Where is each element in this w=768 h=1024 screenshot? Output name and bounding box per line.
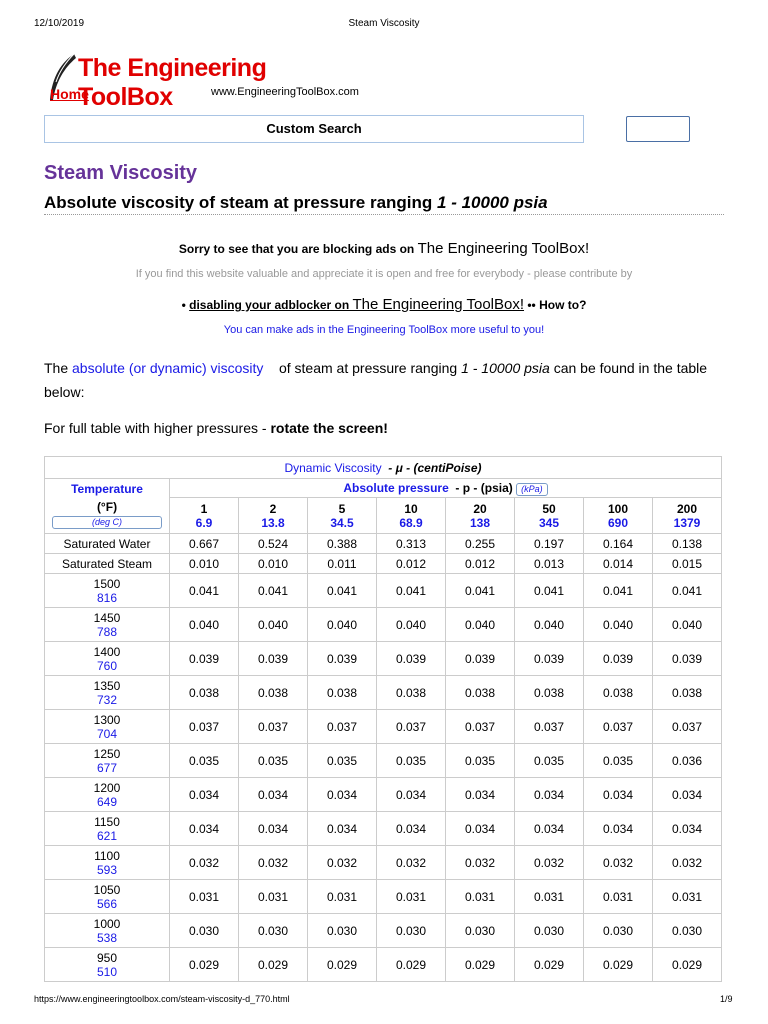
viscosity-cell: 0.667 xyxy=(170,534,239,554)
table-row xyxy=(45,744,722,778)
viscosity-cell: 0.038 xyxy=(446,676,515,710)
viscosity-cell: 0.031 xyxy=(446,880,515,914)
viscosity-cell: 0.030 xyxy=(446,914,515,948)
viscosity-cell: 0.034 xyxy=(653,778,722,812)
viscosity-cell: 0.038 xyxy=(377,676,446,710)
viscosity-cell: 0.010 xyxy=(170,554,239,574)
viscosity-cell: 0.037 xyxy=(446,710,515,744)
adblock-notice: Sorry to see that you are blocking ads on The Engineering ToolBox! xyxy=(178,240,590,257)
viscosity-cell: 0.012 xyxy=(446,554,515,574)
viscosity-cell: 0.014 xyxy=(584,554,653,574)
how-to-link[interactable]: •• How to? xyxy=(524,298,587,312)
temperature-cell: 1250 677 xyxy=(45,744,170,778)
table-row xyxy=(45,914,722,948)
viscosity-cell: 0.034 xyxy=(446,812,515,846)
viscosity-cell: 0.039 xyxy=(308,642,377,676)
viscosity-cell: 0.031 xyxy=(239,880,308,914)
viscosity-cell: 0.039 xyxy=(170,642,239,676)
viscosity-cell: 0.035 xyxy=(377,744,446,778)
viscosity-cell: 0.039 xyxy=(584,642,653,676)
viscosity-cell: 0.034 xyxy=(515,778,584,812)
table-row xyxy=(45,812,722,846)
viscosity-cell: 0.035 xyxy=(170,744,239,778)
viscosity-cell: 0.031 xyxy=(515,880,584,914)
viscosity-cell: 0.032 xyxy=(377,846,446,880)
viscosity-cell: 0.029 xyxy=(377,948,446,982)
viscosity-cell: 0.038 xyxy=(308,676,377,710)
site-logo[interactable] xyxy=(44,52,359,111)
adblock-disable-line[interactable]: • disabling your adblocker on The Engineering ToolBox! •• How to? xyxy=(181,296,587,313)
table-row xyxy=(45,574,722,608)
viscosity-cell: 0.030 xyxy=(653,914,722,948)
viscosity-cell: 0.034 xyxy=(170,778,239,812)
viscosity-cell: 0.038 xyxy=(170,676,239,710)
viscosity-cell: 0.255 xyxy=(446,534,515,554)
logo-url: www.EngineeringToolBox.com xyxy=(211,86,359,98)
kpa-toggle[interactable]: (kPa) xyxy=(516,483,548,496)
viscosity-cell: 0.037 xyxy=(308,710,377,744)
table-row xyxy=(45,778,722,812)
temperature-cell: 1450 788 xyxy=(45,608,170,642)
intro-paragraph: The absolute (or dynamic) viscosity of steam at pressure ranging 1 - 10000 psia can be found in the table below: xyxy=(44,360,708,400)
table-row xyxy=(45,846,722,880)
title-divider xyxy=(44,214,724,215)
viscosity-cell: 0.031 xyxy=(377,880,446,914)
viscosity-cell: 0.039 xyxy=(446,642,515,676)
logo-title: The Engineering ToolBox xyxy=(78,54,267,111)
temperature-cell: 1150 621 xyxy=(45,812,170,846)
temperature-cell: Saturated Water xyxy=(45,534,170,554)
pressure-column-header: 10 68.9 xyxy=(377,498,446,534)
viscosity-cell: 0.034 xyxy=(584,812,653,846)
viscosity-cell: 0.040 xyxy=(308,608,377,642)
viscosity-cell: 0.138 xyxy=(653,534,722,554)
viscosity-cell: 0.029 xyxy=(308,948,377,982)
temperature-cell: 1500 816 xyxy=(45,574,170,608)
pressure-header: Absolute pressure - p - (psia) (kPa) xyxy=(170,479,722,498)
viscosity-link[interactable]: absolute (or dynamic) viscosity xyxy=(72,360,264,376)
table-caption: Dynamic Viscosity - μ - (centiPoise) xyxy=(45,457,722,479)
viscosity-cell: 0.029 xyxy=(170,948,239,982)
temperature-cell: 1350 732 xyxy=(45,676,170,710)
viscosity-cell: 0.029 xyxy=(584,948,653,982)
viscosity-cell: 0.034 xyxy=(446,778,515,812)
temperature-cell: Saturated Steam xyxy=(45,554,170,574)
footer-page-number: 1/9 xyxy=(720,994,733,1004)
viscosity-cell: 0.032 xyxy=(584,846,653,880)
viscosity-cell: 0.030 xyxy=(377,914,446,948)
viscosity-cell: 0.032 xyxy=(170,846,239,880)
viscosity-cell: 0.041 xyxy=(446,574,515,608)
viscosity-cell: 0.164 xyxy=(584,534,653,554)
adblock-contribute-text: If you find this website valuable and appreciate it is open and free for everybody - please contribute by xyxy=(135,268,633,280)
viscosity-cell: 0.034 xyxy=(377,812,446,846)
table-row xyxy=(45,608,722,642)
table-row xyxy=(45,534,722,554)
viscosity-cell: 0.034 xyxy=(239,778,308,812)
viscosity-cell: 0.035 xyxy=(446,744,515,778)
table-row xyxy=(45,710,722,744)
viscosity-cell: 0.035 xyxy=(239,744,308,778)
viscosity-cell: 0.040 xyxy=(377,608,446,642)
print-date: 12/10/2019 xyxy=(34,18,85,29)
viscosity-cell: 0.041 xyxy=(377,574,446,608)
pressure-column-header: 20 138 xyxy=(446,498,515,534)
viscosity-cell: 0.040 xyxy=(446,608,515,642)
viscosity-cell: 0.012 xyxy=(377,554,446,574)
viscosity-cell: 0.313 xyxy=(377,534,446,554)
viscosity-cell: 0.035 xyxy=(584,744,653,778)
viscosity-cell: 0.041 xyxy=(515,574,584,608)
temperature-cell: 1300 704 xyxy=(45,710,170,744)
search-button[interactable] xyxy=(626,116,690,142)
viscosity-cell: 0.038 xyxy=(515,676,584,710)
viscosity-cell: 0.034 xyxy=(308,778,377,812)
viscosity-cell: 0.032 xyxy=(239,846,308,880)
viscosity-cell: 0.034 xyxy=(653,812,722,846)
viscosity-cell: 0.040 xyxy=(653,608,722,642)
viscosity-cell: 0.037 xyxy=(653,710,722,744)
viscosity-cell: 0.038 xyxy=(239,676,308,710)
viscosity-cell: 0.013 xyxy=(515,554,584,574)
viscosity-cell: 0.030 xyxy=(584,914,653,948)
viscosity-cell: 0.029 xyxy=(515,948,584,982)
viscosity-cell: 0.036 xyxy=(653,744,722,778)
viscosity-cell: 0.030 xyxy=(170,914,239,948)
viscosity-cell: 0.030 xyxy=(515,914,584,948)
viscosity-cell: 0.524 xyxy=(239,534,308,554)
viscosity-cell: 0.034 xyxy=(308,812,377,846)
viscosity-cell: 0.034 xyxy=(170,812,239,846)
viscosity-cell: 0.388 xyxy=(308,534,377,554)
viscosity-cell: 0.197 xyxy=(515,534,584,554)
viscosity-cell: 0.041 xyxy=(170,574,239,608)
footer-url: https://www.engineeringtoolbox.com/steam-viscosity-d_770.html xyxy=(34,994,290,1004)
viscosity-cell: 0.035 xyxy=(515,744,584,778)
viscosity-cell: 0.010 xyxy=(239,554,308,574)
pressure-column-header: 200 1379 xyxy=(653,498,722,534)
viscosity-cell: 0.031 xyxy=(584,880,653,914)
viscosity-cell: 0.029 xyxy=(653,948,722,982)
viscosity-cell: 0.015 xyxy=(653,554,722,574)
pressure-column-header: 2 13.8 xyxy=(239,498,308,534)
pressure-column-header: 5 34.5 xyxy=(308,498,377,534)
table-row xyxy=(45,676,722,710)
temperature-cell: 1400 760 xyxy=(45,642,170,676)
viscosity-cell: 0.037 xyxy=(239,710,308,744)
table-row xyxy=(45,948,722,982)
temperature-cell: 1050 566 xyxy=(45,880,170,914)
viscosity-cell: 0.031 xyxy=(308,880,377,914)
viscosity-cell: 0.040 xyxy=(239,608,308,642)
viscosity-cell: 0.034 xyxy=(239,812,308,846)
viscosity-cell: 0.030 xyxy=(239,914,308,948)
search-box[interactable]: Custom Search xyxy=(44,115,584,143)
viscosity-cell: 0.038 xyxy=(653,676,722,710)
viscosity-cell: 0.035 xyxy=(308,744,377,778)
viscosity-cell: 0.029 xyxy=(239,948,308,982)
viscosity-cell: 0.039 xyxy=(653,642,722,676)
viscosity-cell: 0.040 xyxy=(515,608,584,642)
viscosity-cell: 0.037 xyxy=(170,710,239,744)
viscosity-cell: 0.041 xyxy=(308,574,377,608)
viscosity-cell: 0.037 xyxy=(377,710,446,744)
viscosity-cell: 0.011 xyxy=(308,554,377,574)
viscosity-cell: 0.034 xyxy=(515,812,584,846)
viscosity-cell: 0.032 xyxy=(515,846,584,880)
viscosity-cell: 0.040 xyxy=(170,608,239,642)
viscosity-cell: 0.039 xyxy=(515,642,584,676)
pressure-column-header: 100 690 xyxy=(584,498,653,534)
table-row xyxy=(45,554,722,574)
temperature-header: Temperature (°F) (deg C) xyxy=(45,479,170,534)
viscosity-cell: 0.029 xyxy=(446,948,515,982)
temperature-cell: 1000 538 xyxy=(45,914,170,948)
pressure-column-header: 1 6.9 xyxy=(170,498,239,534)
viscosity-cell: 0.041 xyxy=(653,574,722,608)
viscosity-cell: 0.031 xyxy=(170,880,239,914)
viscosity-cell: 0.030 xyxy=(308,914,377,948)
page-title: Steam Viscosity xyxy=(44,162,198,184)
print-doc-title: Steam Viscosity xyxy=(348,18,420,29)
table-row xyxy=(45,880,722,914)
viscosity-cell: 0.032 xyxy=(308,846,377,880)
viscosity-cell: 0.032 xyxy=(653,846,722,880)
viscosity-cell: 0.040 xyxy=(584,608,653,642)
table-row xyxy=(45,642,722,676)
page-subtitle: Absolute viscosity of steam at pressure ranging 1 - 10000 psia xyxy=(44,193,548,212)
viscosity-cell: 0.037 xyxy=(515,710,584,744)
viscosity-cell: 0.039 xyxy=(377,642,446,676)
temperature-cell: 1100 593 xyxy=(45,846,170,880)
ads-useful-link[interactable]: You can make ads in the Engineering ToolBox more useful to you! xyxy=(223,324,545,336)
viscosity-cell: 0.034 xyxy=(584,778,653,812)
temperature-cell: 1200 649 xyxy=(45,778,170,812)
viscosity-cell: 0.031 xyxy=(653,880,722,914)
viscosity-cell: 0.041 xyxy=(584,574,653,608)
viscosity-cell: 0.032 xyxy=(446,846,515,880)
viscosity-cell: 0.038 xyxy=(584,676,653,710)
viscosity-cell: 0.039 xyxy=(239,642,308,676)
home-link[interactable]: Home xyxy=(50,86,89,102)
viscosity-cell: 0.041 xyxy=(239,574,308,608)
viscosity-cell: 0.037 xyxy=(584,710,653,744)
viscosity-cell: 0.034 xyxy=(377,778,446,812)
viscosity-table xyxy=(44,456,722,982)
temperature-cell: 950 510 xyxy=(45,948,170,982)
rotate-hint: For full table with higher pressures - rotate the screen! xyxy=(44,420,388,436)
pressure-column-header: 50 345 xyxy=(515,498,584,534)
deg-c-toggle[interactable]: (deg C) xyxy=(52,516,162,529)
